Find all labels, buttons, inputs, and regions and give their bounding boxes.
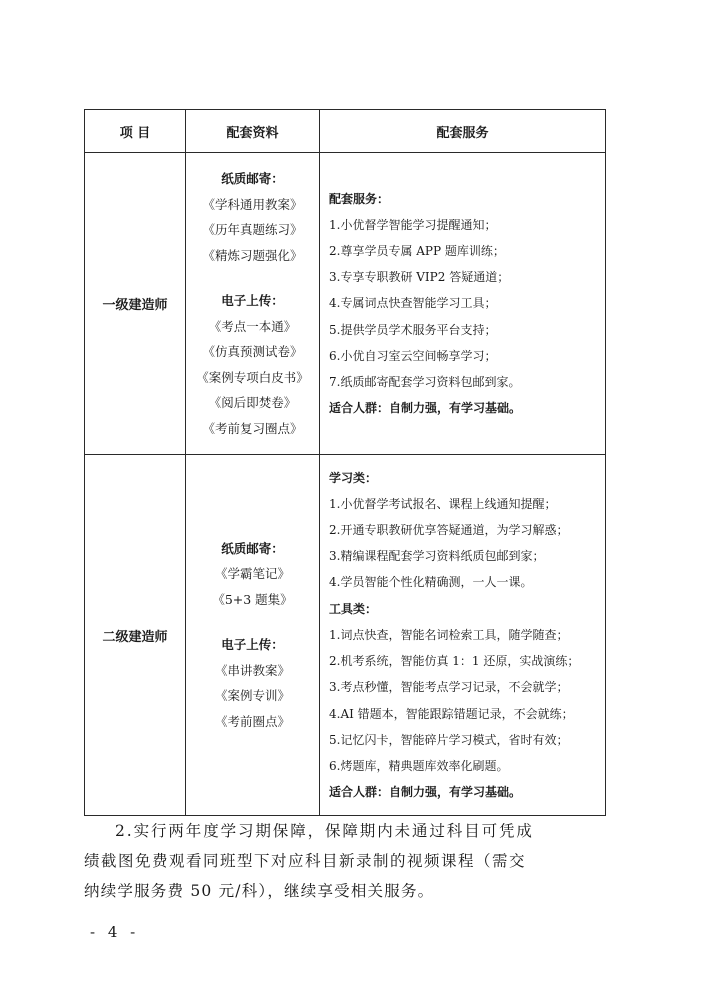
electronic-material: 《案例专项白皮书》 bbox=[196, 369, 309, 385]
electronic-material: 《考点一本通》 bbox=[208, 318, 297, 334]
study-item: 2.开通专职教研优享答疑通道，为学习解惑； bbox=[329, 523, 569, 538]
paragraph-line: 纳续学服务费 50 元/科），继续享受相关服务。 bbox=[84, 882, 435, 900]
table-header-row bbox=[85, 110, 606, 153]
table-row-level2 bbox=[85, 455, 606, 816]
electronic-heading: 电子上传： bbox=[221, 293, 284, 308]
materials-level2 bbox=[186, 455, 320, 816]
item-level1: 一级建造师 bbox=[85, 153, 186, 455]
electronic-material: 《案例专训》 bbox=[214, 688, 290, 704]
paragraph-line: 绩截图免费观看同班型下对应科目新录制的视频课程（需交 bbox=[84, 852, 527, 870]
services-level1 bbox=[320, 153, 606, 455]
materials-table-wrapper bbox=[84, 109, 606, 816]
table-row-level1 bbox=[85, 153, 606, 455]
tool-item: 4.AI 错题本，智能跟踪错题记录，不会就练； bbox=[329, 706, 574, 721]
paper-material: 《精炼习题强化》 bbox=[202, 247, 303, 263]
electronic-material: 《考前圈点》 bbox=[214, 713, 290, 729]
tool-item: 3.考点秒懂，智能考点学习记录，不会就学； bbox=[329, 680, 569, 695]
service-item: 4.专属词点快查智能学习工具； bbox=[329, 296, 497, 311]
electronic-heading: 电子上传： bbox=[221, 637, 284, 653]
guarantee-paragraph bbox=[84, 816, 614, 906]
service-item: 7.纸质邮寄配套学习资料包邮到家。 bbox=[329, 375, 521, 389]
paragraph-line: 2.实行两年度学习期保障，保障期内未通过科目可凭成 bbox=[115, 822, 534, 840]
electronic-material: 《考前复习圈点》 bbox=[202, 420, 303, 436]
audience-text: 适合人群：自制力强，有学习基础。 bbox=[329, 401, 522, 416]
service-item: 6.小优自习室云空间畅享学习； bbox=[329, 348, 497, 363]
services-level2 bbox=[320, 455, 606, 816]
paper-material: 《5+3 题集》 bbox=[212, 591, 293, 607]
materials-level1 bbox=[186, 153, 320, 455]
header-materials: 配套资料 bbox=[186, 110, 320, 153]
tool-item: 1.词点快查，智能名词检索工具，随学随查； bbox=[329, 627, 569, 642]
electronic-material: 《串讲教案》 bbox=[214, 662, 290, 678]
service-item: 2.尊享学员专属 APP 题库训练； bbox=[329, 243, 505, 258]
tool-item: 5.记忆闪卡，智能碎片学习模式，省时有效； bbox=[329, 732, 569, 747]
item-level2: 二级建造师 bbox=[85, 455, 186, 816]
study-heading: 学习类： bbox=[329, 470, 378, 485]
service-heading: 配套服务： bbox=[329, 191, 390, 206]
materials-services-table bbox=[84, 109, 606, 816]
page-number: - 4 - bbox=[90, 923, 140, 941]
paper-material: 《学霸笔记》 bbox=[214, 566, 290, 582]
tool-item: 6.烤题库，精典题库效率化刷题。 bbox=[329, 758, 509, 773]
paper-heading: 纸质邮寄： bbox=[221, 171, 284, 186]
header-item: 项 目 bbox=[85, 110, 186, 153]
electronic-material: 《阅后即焚卷》 bbox=[208, 395, 297, 410]
paper-heading: 纸质邮寄： bbox=[221, 540, 284, 556]
service-item: 3.专享专职教研 VIP2 答疑通道； bbox=[329, 270, 510, 285]
paper-material: 《历年真题练习》 bbox=[202, 222, 303, 237]
study-item: 4.学员智能个性化精确测，一人一课。 bbox=[329, 575, 533, 590]
header-services: 配套服务 bbox=[320, 110, 606, 153]
study-item: 3.精编课程配套学习资料纸质包邮到家； bbox=[329, 549, 545, 564]
service-item: 1.小优督学智能学习提醒通知； bbox=[329, 217, 497, 232]
tool-heading: 工具类： bbox=[329, 601, 378, 616]
electronic-material: 《仿真预测试卷》 bbox=[202, 344, 303, 359]
study-item: 1.小优督学考试报名、课程上线通知提醒； bbox=[329, 496, 557, 511]
tool-item: 2.机考系统，智能仿真 1：1 还原，实战演练； bbox=[329, 654, 580, 669]
service-item: 5.提供学员学术服务平台支持； bbox=[329, 322, 497, 337]
audience-text: 适合人群：自制力强，有学习基础。 bbox=[329, 785, 522, 800]
paper-material: 《学科通用教案》 bbox=[202, 196, 303, 212]
